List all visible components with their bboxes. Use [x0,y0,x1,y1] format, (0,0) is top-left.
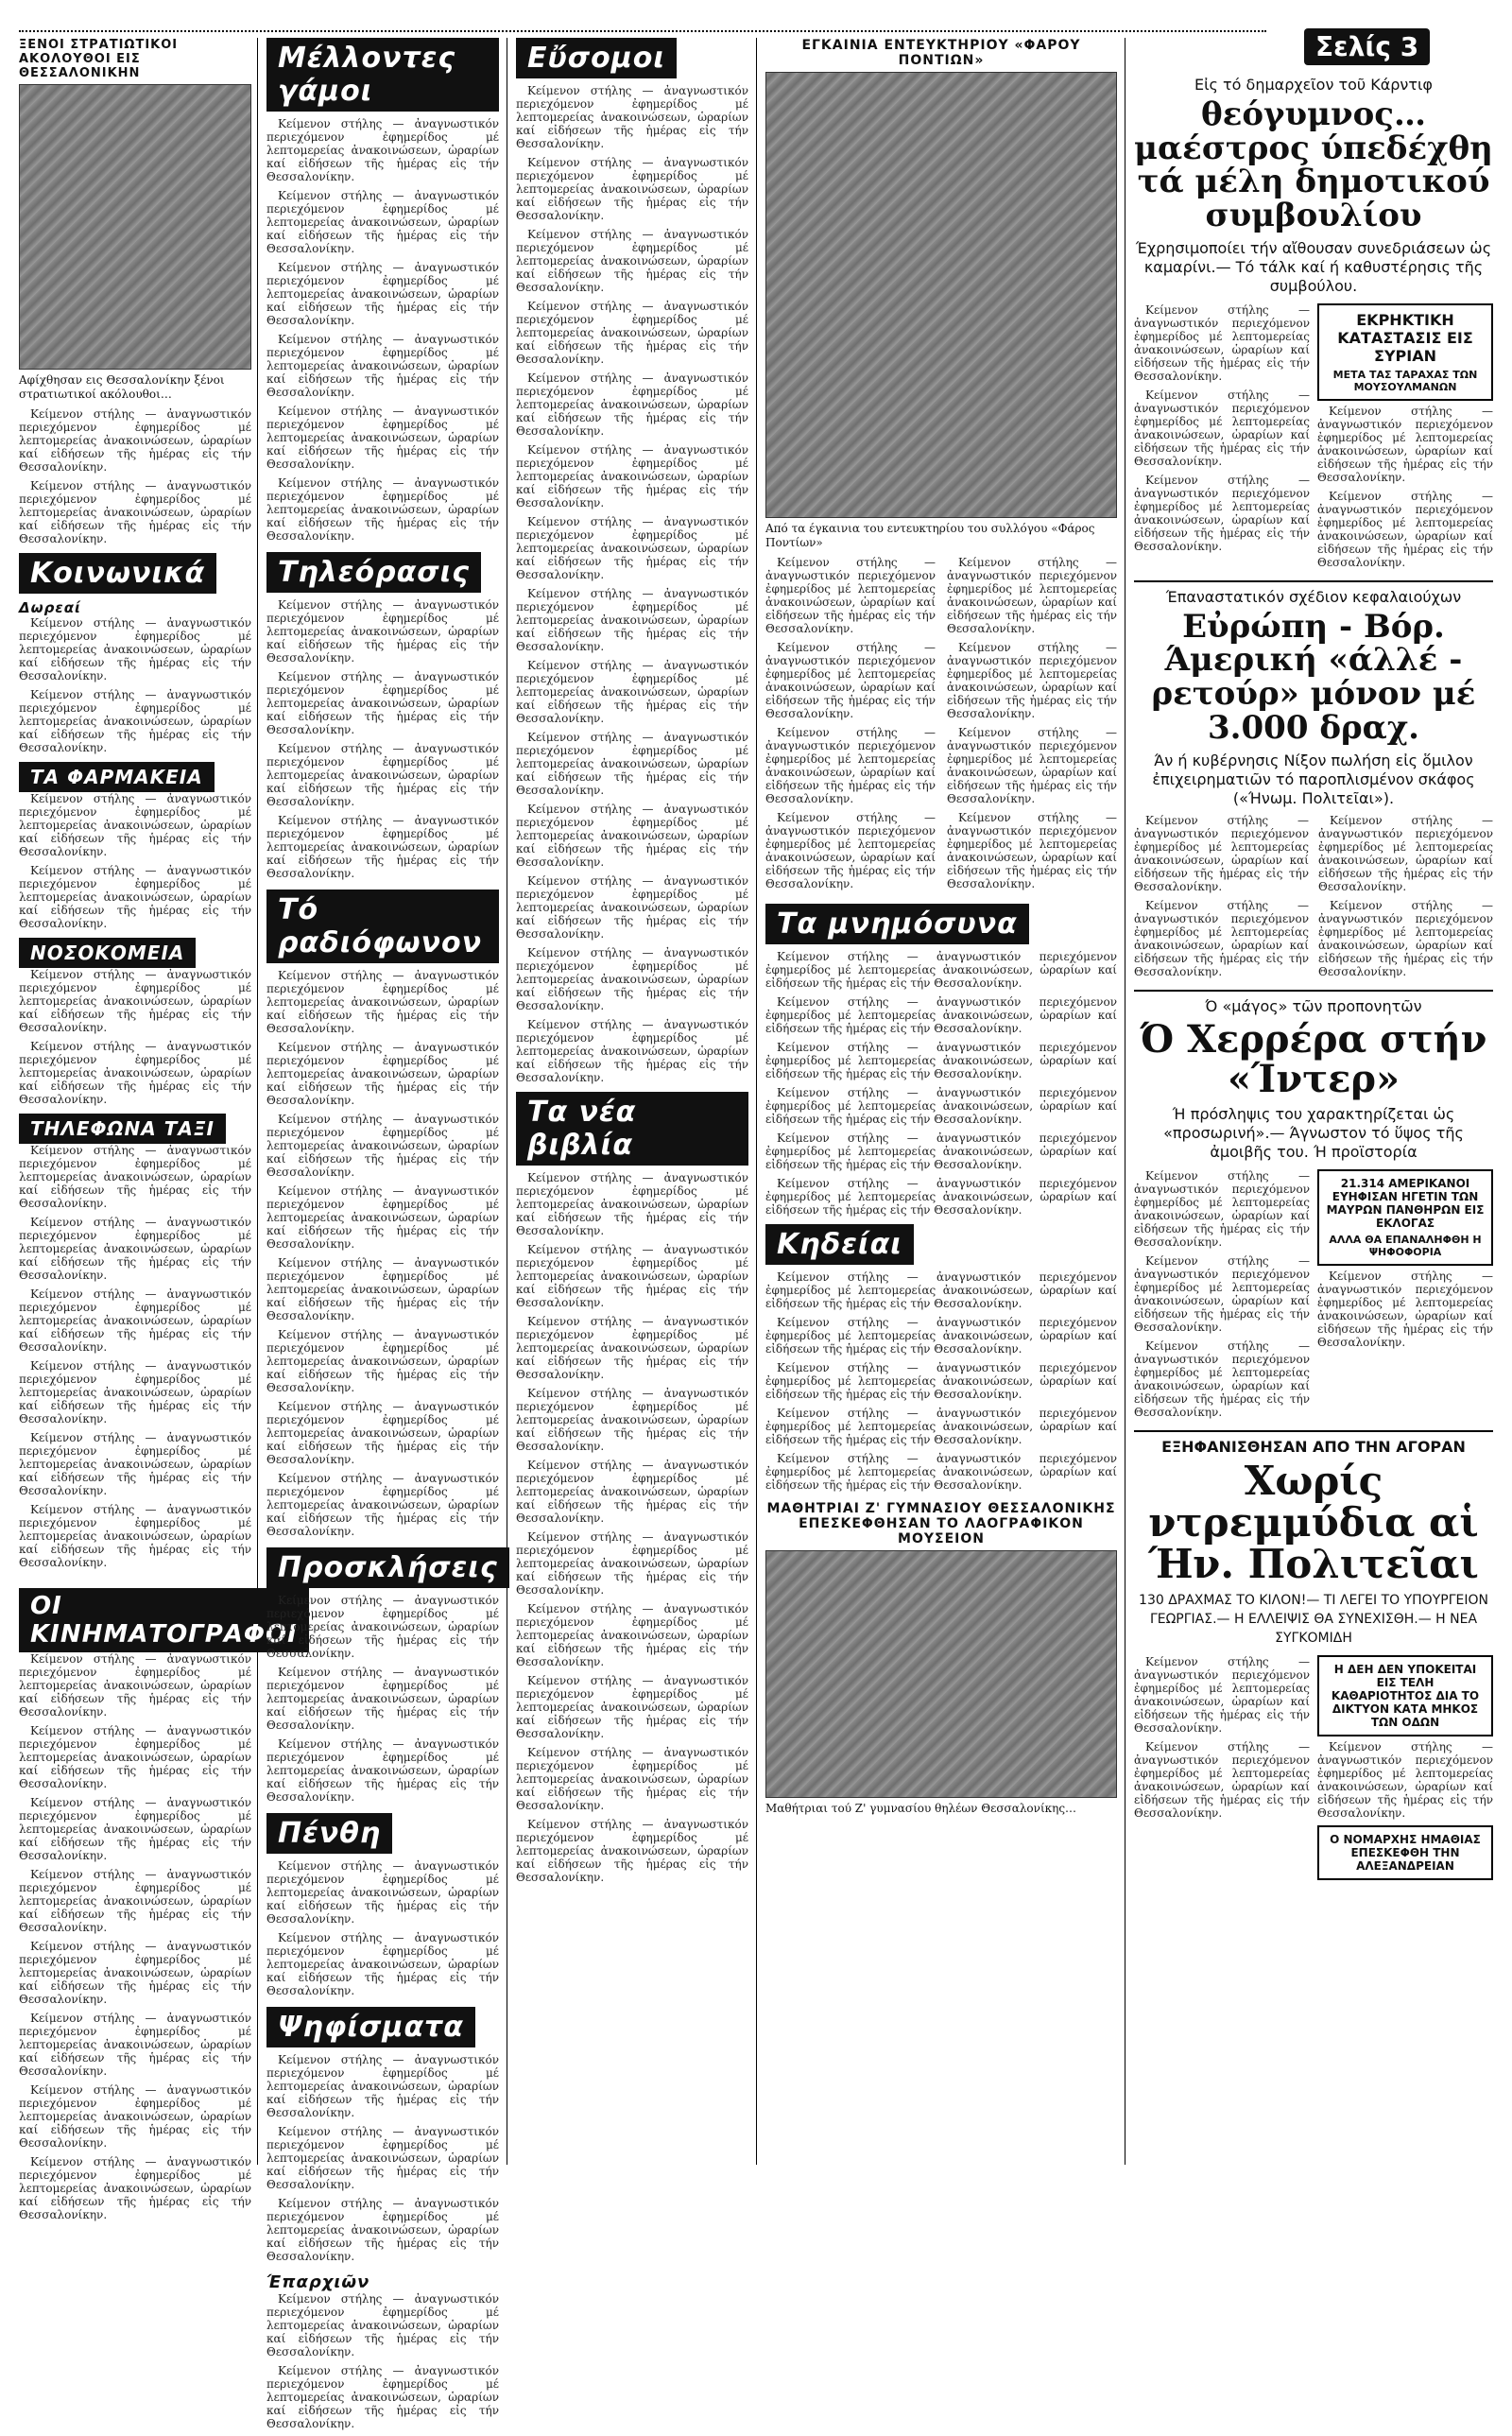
filler-text: Κείμενον στήλης — ἀναγνωστικόν περιεχόμενον ἐφημερίδος μέ λεπτομερείας ἀνακοινώσεων, ὡραρίων καί εἰδήσεων τῆς ἡμέρας εἰς τήν Θεσσαλονίκην. Κείμενον στήλης — ἀναγνωστικόν περιεχόμενον ἐφημερίδος μέ λεπτομερείας ἀνακοινώσεων, ὡραρίων καί εἰδήσεων τῆς ἡμέρας εἰς τήν Θεσσαλονίκην. Κείμενον στήλης — ἀναγνωστικόν περιεχόμενον ἐφημερίδος μέ λεπτομερείας ἀνακοινώσεων, ὡραρίων καί εἰδήσεων τῆς ἡμέρας εἰς τήν Θεσσαλονίκην. [1134,1168,1310,1419]
page-number-tag [1304,28,1430,65]
column-5 [1134,76,1493,1880]
box-subtitle: ΜΕΤΑ ΤΑΣ ΤΑΡΑΧΑΣ ΤΩΝ ΜΟΥΣΟΥΛΜΑΝΩΝ [1332,368,1478,393]
filler-text: Κείμενον στήλης — ἀναγνωστικόν περιεχόμενον ἐφημερίδος μέ λεπτομερείας ἀνακοινώσεων, ὡραρίων καί εἰδήσεων τῆς ἡμέρας εἰς τήν Θεσσαλονίκην. Κείμενον στήλης — ἀναγνωστικόν περιεχόμενον ἐφημερίδος μέ λεπτομερείας ἀνακοινώσεων, ὡραρίων καί εἰδήσεων τῆς ἡμέρας εἰς τήν Θεσσαλονίκην. Κείμενον στήλης — ἀναγνωστικόν περιεχόμενον ἐφημερίδος μέ λεπτομερείας ἀνακοινώσεων, ὡραρίων καί εἰδήσεων τῆς ἡμέρας εἰς τήν Θεσσαλονίκην. Κείμενον στήλης — ἀναγνωστικόν περιεχόμενον ἐφημερίδος μέ λεπτομερείας ἀνακοινώσεων, ὡραρίων καί εἰδήσεων τῆς ἡμέρας εἰς τήν Θεσσαλονίκην. Κείμενον στήλης — ἀναγνωστικόν περιεχόμενον ἐφημερίδος μέ λεπτομερείας ἀνακοινώσεων, ὡραρίων καί εἰδήσεων τῆς ἡμέρας εἰς τήν Θεσσαλονίκην. Κείμενον στήλης — ἀναγνωστικόν περιεχόμενον ἐφημερίδος μέ λεπτομερείας ἀνακοινώσεων, ὡραρίων καί εἰδήσεων τῆς ἡμέρας εἰς τήν Θεσσαλονίκην. Κείμενον στήλης — ἀναγνωστικόν περιεχόμενον ἐφημερίδος μέ λεπτομερείας ἀνακοινώσεων, ὡραρίων καί εἰδήσεων τῆς ἡμέρας εἰς τήν Θεσσαλονίκην. Κείμενον στήλης — ἀναγνωστικόν περιεχόμενον ἐφημερίδος μέ λεπτομερείας ἀνακοινώσεων, ὡραρίων καί εἰδήσεων τῆς ἡμέρας εἰς τήν Θεσσαλονίκην. [266,969,499,1538]
filler-text: Κείμενον στήλης — ἀναγνωστικόν περιεχόμενον ἐφημερίδος μέ λεπτομερείας ἀνακοινώσεων, ὡραρίων καί εἰδήσεων τῆς ἡμέρας εἰς τήν Θεσσαλονίκην. Κείμενον στήλης — ἀναγνωστικόν περιεχόμενον ἐφημερίδος μέ λεπτομερείας ἀνακοινώσεων, ὡραρίων καί εἰδήσεων τῆς ἡμέρας εἰς τήν Θεσσαλονίκην. [19,407,251,545]
filler-text: Κείμενον στήλης — ἀναγνωστικόν περιεχόμενον ἐφημερίδος μέ λεπτομερείας ἀνακοινώσεων, ὡραρίων καί εἰδήσεων τῆς ἡμέρας εἰς τήν Θεσσαλονίκην. Κείμενον στήλης — ἀναγνωστικόν περιεχόμενον ἐφημερίδος μέ λεπτομερείας ἀνακοινώσεων, ὡραρίων καί εἰδήσεων τῆς ἡμέρας εἰς τήν Θεσσαλονίκην. Κείμενον στήλης — ἀναγνωστικόν περιεχόμενον ἐφημερίδος μέ λεπτομερείας ἀνακοινώσεων, ὡραρίων καί εἰδήσεων τῆς ἡμέρας εἰς τήν Θεσσαλονίκην. Κείμενον στήλης — ἀναγνωστικόν περιεχόμενον ἐφημερίδος μέ λεπτομερείας ἀνακοινώσεων, ὡραρίων καί εἰδήσεων τῆς ἡμέρας εἰς τήν Θεσσαλονίκην. [266,598,499,880]
museum-title: ΜΑΘΗΤΡΙΑΙ Ζ' ΓΥΜΝΑΣΙΟΥ ΘΕΣΣΑΛΟΝΙΚΗΣ ΕΠΕΣΚΕΦΘΗΣΑΝ ΤΟ ΛΑΟΓΡΑΦΙΚΟΝ ΜΟΥΣΕΙΟΝ [766,1501,1116,1546]
filler-text: Κείμενον στήλης — ἀναγνωστικόν περιεχόμενον ἐφημερίδος μέ λεπτομερείας ἀνακοινώσεων, ὡραρίων καί εἰδήσεων τῆς ἡμέρας εἰς τήν Θεσσαλονίκην. Κείμενον στήλης — ἀναγνωστικόν περιεχόμενον ἐφημερίδος μέ λεπτομερείας ἀνακοινώσεων, ὡραρίων καί εἰδήσεων τῆς ἡμέρας εἰς τήν Θεσσαλονίκην. Κείμενον στήλης — ἀναγνωστικόν περιεχόμενον ἐφημερίδος μέ λεπτομερείας ἀνακοινώσεων, ὡραρίων καί εἰδήσεων τῆς ἡμέρας εἰς τήν Θεσσαλονίκην. Κείμενον στήλης — ἀναγνωστικόν περιεχόμενον ἐφημερίδος μέ λεπτομερείας ἀνακοινώσεων, ὡραρίων καί εἰδήσεων τῆς ἡμέρας εἰς τήν Θεσσαλονίκην. Κείμενον στήλης — ἀναγνωστικόν περιεχόμενον ἐφημερίδος μέ λεπτομερείας ἀνακοινώσεων, ὡραρίων καί εἰδήσεων τῆς ἡμέρας εἰς τήν Θεσσαλονίκην. [765,1270,1117,1492]
filler-text: Κείμενον στήλης — ἀναγνωστικόν περιεχόμενον ἐφημερίδος μέ λεπτομερείας ἀνακοινώσεων, ὡραρίων καί εἰδήσεων τῆς ἡμέρας εἰς τήν Θεσσαλονίκην. Κείμενον στήλης — ἀναγνωστικόν περιεχόμενον ἐφημερίδος μέ λεπτομερείας ἀνακοινώσεων, ὡραρίων καί εἰδήσεων τῆς ἡμέρας εἰς τήν Θεσσαλονίκην. [19,968,251,1106]
headline-europe-america: Εὐρώπη - Βόρ. Άμερική «άλλέ - ρετούρ» μόνον μέ 3.000 δραχ. [1151,607,1476,747]
column-1 [19,38,298,2227]
filler-text: Κείμενον στήλης — ἀναγνωστικόν περιεχόμενον ἐφημερίδος μέ λεπτομερείας ἀνακοινώσεων, ὡραρίων καί εἰδήσεων τῆς ἡμέρας εἰς τήν Θεσσαλονίκην. Κείμενον στήλης — ἀναγνωστικόν περιεχόμενον ἐφημερίδος μέ λεπτομερείας ἀνακοινώσεων, ὡραρίων καί εἰδήσεων τῆς ἡμέρας εἰς τήν Θεσσαλονίκην. [1134,1654,1310,1820]
filler-text: Κείμενον στήλης — ἀναγνωστικόν περιεχόμενον ἐφημερίδος μέ λεπτομερείας ἀνακοινώσεων, ὡραρίων καί εἰδήσεων τῆς ἡμέρας εἰς τήν Θεσσαλονίκην. Κείμενον στήλης — ἀναγνωστικόν περιεχόμενον ἐφημερίδος μέ λεπτομερείας ἀνακοινώσεων, ὡραρίων καί εἰδήσεων τῆς ἡμέρας εἰς τήν Θεσσαλονίκην. Κείμενον στήλης — ἀναγνωστικόν περιεχόμενον ἐφημερίδος μέ λεπτομερείας ἀνακοινώσεων, ὡραρίων καί εἰδήσεων τῆς ἡμέρας εἰς τήν Θεσσαλονίκην. Κείμενον στήλης — ἀναγνωστικόν περιεχόμενον ἐφημερίδος μέ λεπτομερείας ἀνακοινώσεων, ὡραρίων καί εἰδήσεων τῆς ἡμέρας εἰς τήν Θεσσαλονίκην. Κείμενον στήλης — ἀναγνωστικόν περιεχόμενον ἐφημερίδος μέ λεπτομερείας ἀνακοινώσεων, ὡραρίων καί εἰδήσεων τῆς ἡμέρας εἰς τήν Θεσσαλονίκην. Κείμενον στήλης — ἀναγνωστικόν περιεχόμενον ἐφημερίδος μέ λεπτομερείας ἀνακοινώσεων, ὡραρίων καί εἰδήσεων τῆς ἡμέρας εἰς τήν Θεσσαλονίκην. Κείμενον στήλης — ἀναγνωστικόν περιεχόμενον ἐφημερίδος μέ λεπτομερείας ἀνακοινώσεων, ὡραρίων καί εἰδήσεων τῆς ἡμέρας εἰς τήν Θεσσαλονίκην. Κείμενον στήλης — ἀναγνωστικόν περιεχόμενον ἐφημερίδος μέ λεπτομερείας ἀνακοινώσεων, ὡραρίων καί εἰδήσεων τῆς ἡμέρας εἰς τήν Θεσσαλονίκην. [765,556,1117,890]
section-mellontes-gamoi: Μέλλοντες γάμοι [266,38,499,112]
filler-text: Κείμενον στήλης — ἀναγνωστικόν περιεχόμενον ἐφημερίδος μέ λεπτομερείας ἀνακοινώσεων, ὡραρίων καί εἰδήσεων τῆς ἡμέρας εἰς τήν Θεσσαλονίκην. Κείμενον στήλης — ἀναγνωστικόν περιεχόμενον ἐφημερίδος μέ λεπτομερείας ἀνακοινώσεων, ὡραρίων καί εἰδήσεων τῆς ἡμέρας εἰς τήν Θεσσαλονίκην. Κείμενον στήλης — ἀναγνωστικόν περιεχόμενον ἐφημερίδος μέ λεπτομερείας ἀνακοινώσεων, ὡραρίων καί εἰδήσεων τῆς ἡμέρας εἰς τήν Θεσσαλονίκην. [266,1594,499,1804]
section-koinonika: Κοινωνικά [19,553,216,594]
column-divider [257,38,258,2165]
photo-caption: Από τα έγκαινια του εντευκτηρίου του συλλόγου «Φάρος Ποντίων» [765,522,1095,549]
photo-military-attaches [19,84,251,370]
headline-kicker: ΕΞΗΦΑΝΙΣΘΗΣΑΝ ΑΠΟ ΤΗΝ ΑΓΟΡΑΝ [1161,1437,1466,1456]
box-subtitle: ΑΛΛΑ ΘΑ ΕΠΑΝΑΛΗΦΘΗ Η ΨΗΦΟΦΟΡΙΑ [1329,1233,1482,1258]
box-black-panthers [1317,1169,1493,1266]
dorea-heading: Δωρεαί [19,599,81,616]
headline-subtitle: 130 ΔΡΑΧΜΑΣ ΤΟ ΚΙΛΟΝ!— ΤΙ ΛΕΓΕΙ ΤΟ ΥΠΟΥΡΓΕΙΟΝ ΓΕΩΡΓΙΑΣ.— Η ΕΛΛΕΙΨΙΣ ΘΑ ΣΥΝΕΧΙΣΘΗ.— Η ΝΕΑ ΣΥΓΚΟΜΙΔΗ [1139,1592,1488,1646]
filler-text: Κείμενον στήλης — ἀναγνωστικόν περιεχόμενον ἐφημερίδος μέ λεπτομερείας ἀνακοινώσεων, ὡραρίων καί εἰδήσεων τῆς ἡμέρας εἰς τήν Θεσσαλονίκην. Κείμενον στήλης — ἀναγνωστικόν περιεχόμενον ἐφημερίδος μέ λεπτομερείας ἀνακοινώσεων, ὡραρίων καί εἰδήσεων τῆς ἡμέρας εἰς τήν Θεσσαλονίκην. Κείμενον στήλης — ἀναγνωστικόν περιεχόμενον ἐφημερίδος μέ λεπτομερείας ἀνακοινώσεων, ὡραρίων καί εἰδήσεων τῆς ἡμέρας εἰς τήν Θεσσαλονίκην. [1134,302,1310,553]
section-farmakeia: ΤΑ ΦΑΡΜΑΚΕΙΑ [19,762,215,792]
section-nosokomeia: ΝΟΣΟΚΟΜΕΙΑ [19,938,196,968]
box-title: Ο ΝΟΜΑΡΧΗΣ ΗΜΑΘΙΑΣ ΕΠΕΣΚΕΦΘΗ ΤΗΝ ΑΛΕΞΑΝΔΡΕΙΑΝ [1330,1832,1481,1873]
filler-text: Κείμενον στήλης — ἀναγνωστικόν περιεχόμενον ἐφημερίδος μέ λεπτομερείας ἀνακοινώσεων, ὡραρίων καί εἰδήσεων τῆς ἡμέρας εἰς τήν Θεσσαλονίκην. Κείμενον στήλης — ἀναγνωστικόν περιεχόμενον ἐφημερίδος μέ λεπτομερείας ἀνακοινώσεων, ὡραρίων καί εἰδήσεων τῆς ἡμέρας εἰς τήν Θεσσαλονίκην. Κείμενον στήλης — ἀναγνωστικόν περιεχόμενον ἐφημερίδος μέ λεπτομερείας ἀνακοινώσεων, ὡραρίων καί εἰδήσεων τῆς ἡμέρας εἰς τήν Θεσσαλονίκην. Κείμενον στήλης — ἀναγνωστικόν περιεχόμενον ἐφημερίδος μέ λεπτομερείας ἀνακοινώσεων, ὡραρίων καί εἰδήσεων τῆς ἡμέρας εἰς τήν Θεσσαλονίκην. Κείμενον στήλης — ἀναγνωστικόν περιεχόμενον ἐφημερίδος μέ λεπτομερείας ἀνακοινώσεων, ὡραρίων καί εἰδήσεων τῆς ἡμέρας εἰς τήν Θεσσαλονίκην. Κείμενον στήλης — ἀναγνωστικόν περιεχόμενον ἐφημερίδος μέ λεπτομερείας ἀνακοινώσεων, ὡραρίων καί εἰδήσεων τῆς ἡμέρας εἰς τήν Θεσσαλονίκην. Κείμενον στήλης — ἀναγνωστικόν περιεχόμενον ἐφημερίδος μέ λεπτομερείας ἀνακοινώσεων, ὡραρίων καί εἰδήσεων τῆς ἡμέρας εἰς τήν Θεσσαλονίκην. Κείμενον στήλης — ἀναγνωστικόν περιεχόμενον ἐφημερίδος μέ λεπτομερείας ἀνακοινώσεων, ὡραρίων καί εἰδήσεων τῆς ἡμέρας εἰς τήν Θεσσαλονίκην. Κείμενον στήλης — ἀναγνωστικόν περιεχόμενον ἐφημερίδος μέ λεπτομερείας ἀνακοινώσεων, ὡραρίων καί εἰδήσεων τῆς ἡμέρας εἰς τήν Θεσσαλονίκην. Κείμενον στήλης — ἀναγνωστικόν περιεχόμενον ἐφημερίδος μέ λεπτομερείας ἀνακοινώσεων, ὡραρίων καί εἰδήσεων τῆς ἡμέρας εἰς τήν Θεσσαλονίκην. [516,1171,748,1884]
filler-text: Κείμενον στήλης — ἀναγνωστικόν περιεχόμενον ἐφημερίδος μέ λεπτομερείας ἀνακοινώσεων, ὡραρίων καί εἰδήσεων τῆς ἡμέρας εἰς τήν Θεσσαλονίκην. Κείμενον στήλης — ἀναγνωστικόν περιεχόμενον ἐφημερίδος μέ λεπτομερείας ἀνακοινώσεων, ὡραρίων καί εἰδήσεων τῆς ἡμέρας εἰς τήν Θεσσαλονίκην. [266,1859,499,1997]
section-mnimosyna: Τα μνημόσυνα [765,904,1029,944]
photo-caption: Μαθήτριαι τού Ζ' γυμνασίου θηλέων Θεσσαλονίκης… [765,1802,1077,1815]
section-kideiai: Κηδείαι [765,1224,914,1265]
headline-kicker: Ό «μάγος» τῶν προπονητῶν [1205,996,1422,1015]
section-penthi: Πένθη [266,1813,392,1854]
filler-text: Κείμενον στήλης — ἀναγνωστικόν περιεχόμενον ἐφημερίδος μέ λεπτομερείας ἀνακοινώσεων, ὡραρίων καί εἰδήσεων τῆς ἡμέρας εἰς τήν Θεσσαλονίκην. Κείμενον στήλης — ἀναγνωστικόν περιεχόμενον ἐφημερίδος μέ λεπτομερείας ἀνακοινώσεων, ὡραρίων καί εἰδήσεων τῆς ἡμέρας εἰς τήν Θεσσαλονίκην. Κείμενον στήλης — ἀναγνωστικόν περιεχόμενον ἐφημερίδος μέ λεπτομερείας ἀνακοινώσεων, ὡραρίων καί εἰδήσεων τῆς ἡμέρας εἰς τήν Θεσσαλονίκην. Κείμενον στήλης — ἀναγνωστικόν περιεχόμενον ἐφημερίδος μέ λεπτομερείας ἀνακοινώσεων, ὡραρίων καί εἰδήσεων τῆς ἡμέρας εἰς τήν Θεσσαλονίκην. Κείμενον στήλης — ἀναγνωστικόν περιεχόμενον ἐφημερίδος μέ λεπτομερείας ἀνακοινώσεων, ὡραρίων καί εἰδήσεων τῆς ἡμέρας εἰς τήν Θεσσαλονίκην. Κείμενον στήλης — ἀναγνωστικόν περιεχόμενον ἐφημερίδος μέ λεπτομερείας ἀνακοινώσεων, ὡραρίων καί εἰδήσεων τῆς ἡμέρας εἰς τήν Θεσσαλονίκην. [266,117,499,543]
box-dei [1317,1655,1493,1736]
column-2 [266,38,499,2436]
column-3 [516,38,748,1890]
section-ta-nea-vivlia: Τα νέα βιβλία [516,1092,748,1166]
section-tilefona-taxi: ΤΗΛΕΦΩΝΑ ΤΑΞΙ [19,1114,226,1144]
column-4 [765,38,1117,1816]
section-tileorasis: Τηλεόρασις [266,552,481,593]
filler-text: Κείμενον στήλης — ἀναγνωστικόν περιεχόμενον ἐφημερίδος μέ λεπτομερείας ἀνακοινώσεων, ὡραρίων καί εἰδήσεων τῆς ἡμέρας εἰς τήν Θεσσαλονίκην. [1317,1739,1493,1820]
section-eusomoi: Εὔσομοι [516,38,677,78]
headline-kicker: Έπαναστατικόν σχέδιον κεφαλαιούχων [1165,587,1462,606]
box-title: 21.314 ΑΜΕΡΙΚΑΝΟΙ ΕΥΗΦΙΣΑΝ ΗΓΕΤΙΝ ΤΩΝ ΜΑΥΡΩΝ ΠΑΝΘΗΡΩΝ ΕΙΣ ΕΚΛΟΓΑΣ [1326,1176,1485,1230]
photo-title: ΕΓΚΑΙΝΙΑ ΕΝΤΕΥΚΤΗΡΙΟΥ «ΦΑΡΟΥ ΠΟΝΤΙΩΝ» [801,38,1081,68]
filler-text: Κείμενον στήλης — ἀναγνωστικόν περιεχόμενον ἐφημερίδος μέ λεπτομερείας ἀνακοινώσεων, ὡραρίων καί εἰδήσεων τῆς ἡμέρας εἰς τήν Θεσσαλονίκην. Κείμενον στήλης — ἀναγνωστικόν περιεχόμενον ἐφημερίδος μέ λεπτομερείας ἀνακοινώσεων, ὡραρίων καί εἰδήσεων τῆς ἡμέρας εἰς τήν Θεσσαλονίκην. [19,792,251,930]
filler-text: Κείμενον στήλης — ἀναγνωστικόν περιεχόμενον ἐφημερίδος μέ λεπτομερείας ἀνακοινώσεων, ὡραρίων καί εἰδήσεων τῆς ἡμέρας εἰς τήν Θεσσαλονίκην. Κείμενον στήλης — ἀναγνωστικόν περιεχόμενον ἐφημερίδος μέ λεπτομερείας ἀνακοινώσεων, ὡραρίων καί εἰδήσεων τῆς ἡμέρας εἰς τήν Θεσσαλονίκην. Κείμενον στήλης — ἀναγνωστικόν περιεχόμενον ἐφημερίδος μέ λεπτομερείας ἀνακοινώσεων, ὡραρίων καί εἰδήσεων τῆς ἡμέρας εἰς τήν Θεσσαλονίκην. Κείμενον στήλης — ἀναγνωστικόν περιεχόμενον ἐφημερίδος μέ λεπτομερείας ἀνακοινώσεων, ὡραρίων καί εἰδήσεων τῆς ἡμέρας εἰς τήν Θεσσαλονίκην. Κείμενον στήλης — ἀναγνωστικόν περιεχόμενον ἐφημερίδος μέ λεπτομερείας ἀνακοινώσεων, ὡραρίων καί εἰδήσεων τῆς ἡμέρας εἰς τήν Θεσσαλονίκην. Κείμενον στήλης — ἀναγνωστικόν περιεχόμενον ἐφημερίδος μέ λεπτομερείας ἀνακοινώσεων, ὡραρίων καί εἰδήσεων τῆς ἡμέρας εἰς τήν Θεσσαλονίκην. [765,950,1117,1217]
filler-text: Κείμενον στήλης — ἀναγνωστικόν περιεχόμενον ἐφημερίδος μέ λεπτομερείας ἀνακοινώσεων, ὡραρίων καί εἰδήσεων τῆς ἡμέρας εἰς τήν Θεσσαλονίκην. [1317,1269,1493,1349]
headline-cardiff: θεόγυμνος… μαέστρος ύπεδέχθη τά μέλη δημοτικού συμβουλίου [1134,95,1493,235]
page-number: Σελίς 3 [1304,28,1430,65]
filler-text: Κείμενον στήλης — ἀναγνωστικόν περιεχόμενον ἐφημερίδος μέ λεπτομερείας ἀνακοινώσεων, ὡραρίων καί εἰδήσεων τῆς ἡμέρας εἰς τήν Θεσσαλονίκην. Κείμενον στήλης — ἀναγνωστικόν περιεχόμενον ἐφημερίδος μέ λεπτομερείας ἀνακοινώσεων, ὡραρίων καί εἰδήσεων τῆς ἡμέρας εἰς τήν Θεσσαλονίκην. Κείμενον στήλης — ἀναγνωστικόν περιεχόμενον ἐφημερίδος μέ λεπτομερείας ἀνακοινώσεων, ὡραρίων καί εἰδήσεων τῆς ἡμέρας εἰς τήν Θεσσαλονίκην. Κείμενον στήλης — ἀναγνωστικόν περιεχόμενον ἐφημερίδος μέ λεπτομερείας ἀνακοινώσεων, ὡραρίων καί εἰδήσεων τῆς ἡμέρας εἰς τήν Θεσσαλονίκην. Κείμενον στήλης — ἀναγνωστικόν περιεχόμενον ἐφημερίδος μέ λεπτομερείας ἀνακοινώσεων, ὡραρίων καί εἰδήσεων τῆς ἡμέρας εἰς τήν Θεσσαλονίκην. Κείμενον στήλης — ἀναγνωστικόν περιεχόμενον ἐφημερίδος μέ λεπτομερείας ἀνακοινώσεων, ὡραρίων καί εἰδήσεων τῆς ἡμέρας εἰς τήν Θεσσαλονίκην. Κείμενον στήλης — ἀναγνωστικόν περιεχόμενον ἐφημερίδος μέ λεπτομερείας ἀνακοινώσεων, ὡραρίων καί εἰδήσεων τῆς ἡμέρας εἰς τήν Θεσσαλονίκην. Κείμενον στήλης — ἀναγνωστικόν περιεχόμενον ἐφημερίδος μέ λεπτομερείας ἀνακοινώσεων, ὡραρίων καί εἰδήσεων τῆς ἡμέρας εἰς τήν Θεσσαλονίκην. [19,1652,251,2221]
headline-kicker: Εἰς τό δημαρχεῖον τοῦ Κάρντιφ [1194,76,1433,94]
section-kinimatografoi: ΟΙ ΚΙΝΗΜΑΤΟΓΡΑΦΟΙ [19,1588,309,1652]
section-radiofonon: Τό ραδιόφωνον [266,890,499,963]
photo-title: ΞΕΝΟΙ ΣΤΡΑΤΙΩΤΙΚΟΙ ΑΚΟΛΟΥΘΟΙ ΕΙΣ ΘΕΣΣΑΛΟΝΙΚΗΝ [19,38,179,80]
box-nomarchis [1317,1825,1493,1880]
section-proskliseis: Προσκλήσεις [266,1547,509,1588]
photo-caption: Αφίχθησαν εις Θεσσαλονίκην ξένοι στρατιωτικοί ακόλουθοι… [19,373,225,401]
box-title: Η ΔΕΗ ΔΕΝ ΥΠΟΚΕΙΤΑΙ ΕΙΣ ΤΕΛΗ ΚΑΘΑΡΙΟΤΗΤΟΣ ΔΙΑ ΤΟ ΔΙΚΤΥΟΝ ΚΑΤΑ ΜΗΚΟΣ ΤΩΝ ΟΔΩΝ [1331,1662,1480,1729]
column-divider [756,38,757,2165]
eparchion-heading: Έπαρχιῶν [266,2272,370,2292]
filler-text: Κείμενον στήλης — ἀναγνωστικόν περιεχόμενον ἐφημερίδος μέ λεπτομερείας ἀνακοινώσεων, ὡραρίων καί εἰδήσεων τῆς ἡμέρας εἰς τήν Θεσσαλονίκην. Κείμενον στήλης — ἀναγνωστικόν περιεχόμενον ἐφημερίδος μέ λεπτομερείας ἀνακοινώσεων, ὡραρίων καί εἰδήσεων τῆς ἡμέρας εἰς τήν Θεσσαλονίκην. Κείμενον στήλης — ἀναγνωστικόν περιεχόμενον ἐφημερίδος μέ λεπτομερείας ἀνακοινώσεων, ὡραρίων καί εἰδήσεων τῆς ἡμέρας εἰς τήν Θεσσαλονίκην. Κείμενον στήλης — ἀναγνωστικόν περιεχόμενον ἐφημερίδος μέ λεπτομερείας ἀνακοινώσεων, ὡραρίων καί εἰδήσεων τῆς ἡμέρας εἰς τήν Θεσσαλονίκην. Κείμενον στήλης — ἀναγνωστικόν περιεχόμενον ἐφημερίδος μέ λεπτομερείας ἀνακοινώσεων, ὡραρίων καί εἰδήσεων τῆς ἡμέρας εἰς τήν Θεσσαλονίκην. Κείμενον στήλης — ἀναγνωστικόν περιεχόμενον ἐφημερίδος μέ λεπτομερείας ἀνακοινώσεων, ὡραρίων καί εἰδήσεων τῆς ἡμέρας εἰς τήν Θεσσαλονίκην. Κείμενον στήλης — ἀναγνωστικόν περιεχόμενον ἐφημερίδος μέ λεπτομερείας ἀνακοινώσεων, ὡραρίων καί εἰδήσεων τῆς ἡμέρας εἰς τήν Θεσσαλονίκην. Κείμενον στήλης — ἀναγνωστικόν περιεχόμενον ἐφημερίδος μέ λεπτομερείας ἀνακοινώσεων, ὡραρίων καί εἰδήσεων τῆς ἡμέρας εἰς τήν Θεσσαλονίκην. Κείμενον στήλης — ἀναγνωστικόν περιεχόμενον ἐφημερίδος μέ λεπτομερείας ἀνακοινώσεων, ὡραρίων καί εἰδήσεων τῆς ἡμέρας εἰς τήν Θεσσαλονίκην. Κείμενον στήλης — ἀναγνωστικόν περιεχόμενον ἐφημερίδος μέ λεπτομερείας ἀνακοινώσεων, ὡραρίων καί εἰδήσεων τῆς ἡμέρας εἰς τήν Θεσσαλονίκην. Κείμενον στήλης — ἀναγνωστικόν περιεχόμενον ἐφημερίδος μέ λεπτομερείας ἀνακοινώσεων, ὡραρίων καί εἰδήσεων τῆς ἡμέρας εἰς τήν Θεσσαλονίκην. Κείμενον στήλης — ἀναγνωστικόν περιεχόμενον ἐφημερίδος μέ λεπτομερείας ἀνακοινώσεων, ὡραρίων καί εἰδήσεων τῆς ἡμέρας εἰς τήν Θεσσαλονίκην. Κείμενον στήλης — ἀναγνωστικόν περιεχόμενον ἐφημερίδος μέ λεπτομερείας ἀνακοινώσεων, ὡραρίων καί εἰδήσεων τῆς ἡμέρας εἰς τήν Θεσσαλονίκην. Κείμενον στήλης — ἀναγνωστικόν περιεχόμενον ἐφημερίδος μέ λεπτομερείας ἀνακοινώσεων, ὡραρίων καί εἰδήσεων τῆς ἡμέρας εἰς τήν Θεσσαλονίκην. [516,84,748,1084]
filler-text: Κείμενον στήλης — ἀναγνωστικόν περιεχόμενον ἐφημερίδος μέ λεπτομερείας ἀνακοινώσεων, ὡραρίων καί εἰδήσεων τῆς ἡμέρας εἰς τήν Θεσσαλονίκην. Κείμενον στήλης — ἀναγνωστικόν περιεχόμενον ἐφημερίδος μέ λεπτομερείας ἀνακοινώσεων, ὡραρίων καί εἰδήσεων τῆς ἡμέρας εἰς τήν Θεσσαλονίκην. Κείμενον στήλης — ἀναγνωστικόν περιεχόμενον ἐφημερίδος μέ λεπτομερείας ἀνακοινώσεων, ὡραρίων καί εἰδήσεων τῆς ἡμέρας εἰς τήν Θεσσαλονίκην. Κείμενον στήλης — ἀναγνωστικόν περιεχόμενον ἐφημερίδος μέ λεπτομερείας ἀνακοινώσεων, ὡραρίων καί εἰδήσεων τῆς ἡμέρας εἰς τήν Θεσσαλονίκην. Κείμενον στήλης — ἀναγνωστικόν περιεχόμενον ἐφημερίδος μέ λεπτομερείας ἀνακοινώσεων, ὡραρίων καί εἰδήσεων τῆς ἡμέρας εἰς τήν Θεσσαλονίκην. Κείμενον στήλης — ἀναγνωστικόν περιεχόμενον ἐφημερίδος μέ λεπτομερείας ἀνακοινώσεων, ὡραρίων καί εἰδήσεων τῆς ἡμέρας εἰς τήν Θεσσαλονίκην. [19,1144,251,1569]
headline-onions: Χωρίς ντρεμμύδια αἱ Ήν. Πολιτεῖαι [1148,1457,1479,1587]
box-syria [1317,303,1493,401]
filler-text: Κείμενον στήλης — ἀναγνωστικόν περιεχόμενον ἐφημερίδος μέ λεπτομερείας ἀνακοινώσεων, ὡραρίων καί εἰδήσεων τῆς ἡμέρας εἰς τήν Θεσσαλονίκην. Κείμενον στήλης — ἀναγνωστικόν περιεχόμενον ἐφημερίδος μέ λεπτομερείας ἀνακοινώσεων, ὡραρίων καί εἰδήσεων τῆς ἡμέρας εἰς τήν Θεσσαλονίκην. Κείμενον στήλης — ἀναγνωστικόν περιεχόμενον ἐφημερίδος μέ λεπτομερείας ἀνακοινώσεων, ὡραρίων καί εἰδήσεων τῆς ἡμέρας εἰς τήν Θεσσαλονίκην. [266,2053,499,2263]
box-title: ΕΚΡΗΚΤΙΚΗ ΚΑΤΑΣΤΑΣΙΣ ΕΙΣ ΣΥΡΙΑΝ [1337,310,1473,365]
headline-herrera: Ό Χερρέρα στήν «Ίντερ» [1140,1016,1487,1101]
headline-subtitle: Έχρησιμοποίει τήν αἴθουσαν συνεδριάσεων ὡς καμαρίνι.— Τό τάλκ καί ή καθυστέρησις τῆς συμβούλου. [1135,238,1492,295]
filler-text: Κείμενον στήλης — ἀναγνωστικόν περιεχόμενον ἐφημερίδος μέ λεπτομερείας ἀνακοινώσεων, ὡραρίων καί εἰδήσεων τῆς ἡμέρας εἰς τήν Θεσσαλονίκην. Κείμενον στήλης — ἀναγνωστικόν περιεχόμενον ἐφημερίδος μέ λεπτομερείας ἀνακοινώσεων, ὡραρίων καί εἰδήσεων τῆς ἡμέρας εἰς τήν Θεσσαλονίκην. Κείμενον στήλης — ἀναγνωστικόν περιεχόμενον ἐφημερίδος μέ λεπτομερείας ἀνακοινώσεων, ὡραρίων καί εἰδήσεων τῆς ἡμέρας εἰς τήν Θεσσαλονίκην. Κείμενον στήλης — ἀναγνωστικόν περιεχόμενον ἐφημερίδος μέ λεπτομερείας ἀνακοινώσεων, ὡραρίων καί εἰδήσεων τῆς ἡμέρας εἰς τήν Θεσσαλονίκην. [1134,813,1493,978]
photo-faros-pontion [765,72,1117,518]
filler-text: Κείμενον στήλης — ἀναγνωστικόν περιεχόμενον ἐφημερίδος μέ λεπτομερείας ἀνακοινώσεων, ὡραρίων καί εἰδήσεων τῆς ἡμέρας εἰς τήν Θεσσαλονίκην. Κείμενον στήλης — ἀναγνωστικόν περιεχόμενον ἐφημερίδος μέ λεπτομερείας ἀνακοινώσεων, ὡραρίων καί εἰδήσεων τῆς ἡμέρας εἰς τήν Θεσσαλονίκην. [19,616,251,754]
photo-folklore-museum [765,1550,1117,1798]
headline-subtitle: Ή πρόσληψις του χαρακτηρίζεται ὡς «προσωρινή».— Άγνωστον τό ὕψος τῆς ἀμοιβῆς του. Ή προϊστορία [1163,1104,1464,1161]
headline-subtitle: Άν ή κυβέρνησις Νίξον πωλήση εἰς ὅμιλον ἐπιχειρηματιῶν τό παροπλισμένον σκάφος («Ήνωμ. Πολιτεῖαι»). [1152,751,1475,807]
top-dotted-border [19,30,1266,38]
section-psifismata: Ψηφίσματα [266,2007,475,2047]
filler-text: Κείμενον στήλης — ἀναγνωστικόν περιεχόμενον ἐφημερίδος μέ λεπτομερείας ἀνακοινώσεων, ὡραρίων καί εἰδήσεων τῆς ἡμέρας εἰς τήν Θεσσαλονίκην. Κείμενον στήλης — ἀναγνωστικόν περιεχόμενον ἐφημερίδος μέ λεπτομερείας ἀνακοινώσεων, ὡραρίων καί εἰδήσεων τῆς ἡμέρας εἰς τήν Θεσσαλονίκην. [1317,404,1493,569]
filler-text: Κείμενον στήλης — ἀναγνωστικόν περιεχόμενον ἐφημερίδος μέ λεπτομερείας ἀνακοινώσεων, ὡραρίων καί εἰδήσεων τῆς ἡμέρας εἰς τήν Θεσσαλονίκην. Κείμενον στήλης — ἀναγνωστικόν περιεχόμενον ἐφημερίδος μέ λεπτομερείας ἀνακοινώσεων, ὡραρίων καί εἰδήσεων τῆς ἡμέρας εἰς τήν Θεσσαλονίκην. [266,2292,499,2430]
